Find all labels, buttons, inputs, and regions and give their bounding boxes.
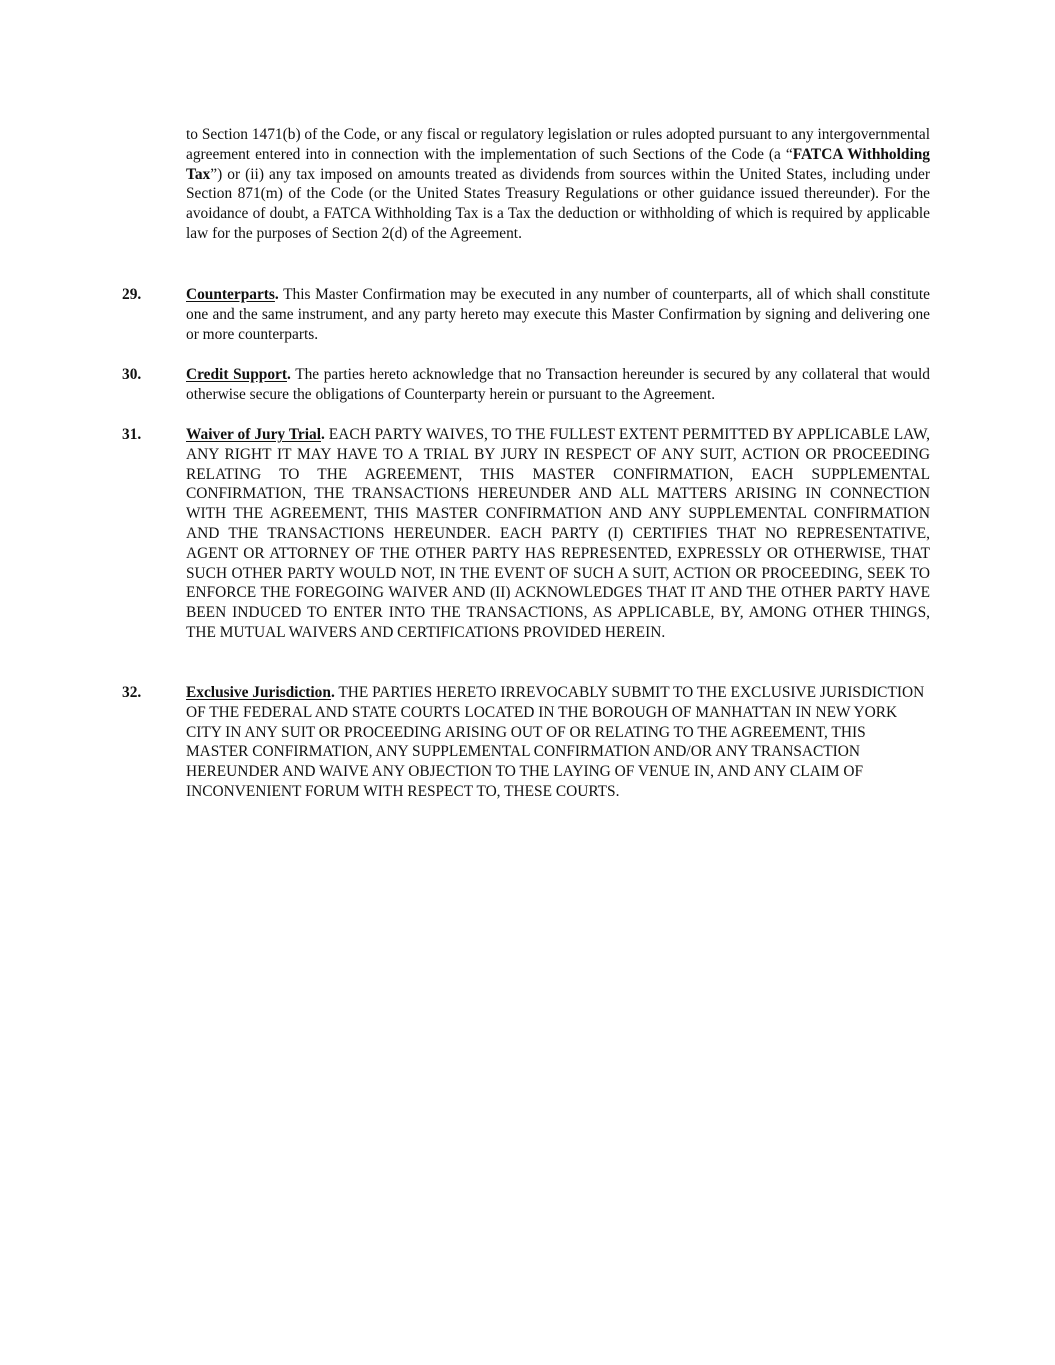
section-number: 30. bbox=[122, 366, 142, 383]
section-heading: Counterparts bbox=[186, 286, 275, 303]
continuation-text-end: ”) or (ii) any tax imposed on amounts treated as dividends from sources within the United States, including under Section 871(m) of the Code (or the United States Treasury Regulations or other guidance issued thereunder). For the avoidance of doubt, a FATCA Withholding Tax is a Tax the deduction or withholding of which is required by applicable law for the purposes of Section 2(d) of the Agreement. bbox=[186, 165, 930, 242]
section-29 bbox=[122, 285, 930, 344]
continuation-text-start: to Section 1471(b) of the Code, or any fiscal or regulatory legislation or rules adopted pursuant to any intergovernmental agreement entered into in connection with the implementation of such Sections of the Code (a “ bbox=[186, 126, 930, 163]
section-30 bbox=[122, 365, 930, 405]
section-number: 29. bbox=[122, 286, 142, 303]
section-heading: Waiver of Jury Trial bbox=[186, 426, 321, 443]
section-31 bbox=[122, 425, 930, 643]
section-text: The parties hereto acknowledge that no Transaction hereunder is secured by any collateral that would otherwise secure the obligations of Counterparty herein or pursuant to the Agreement. bbox=[186, 366, 930, 403]
heading-period: . bbox=[274, 286, 279, 303]
section-body bbox=[186, 365, 930, 405]
heading-period: . bbox=[330, 684, 335, 701]
section-text: THE PARTIES HERETO IRREVOCABLY SUBMIT TO THE EXCLUSIVE JURISDICTION OF THE FEDERAL AND STATE COURTS LOCATED IN THE BOROUGH OF MANHATTAN IN NEW YORK CITY IN ANY SUIT OR PROCEEDING ARISING OUT OF OR RELATING TO THE AGREEMENT, THIS MASTER CONFIRMATION, ANY SUPPLEMENTAL CONFIRMATION AND/OR ANY TRANSACTION HEREUNDER AND WAIVE ANY OBJECTION TO THE LAYING OF VENUE IN, AND ANY CLAIM OF INCONVENIENT FORUM WITH RESPECT TO, THESE COURTS. bbox=[186, 684, 925, 800]
section-heading: Exclusive Jurisdiction bbox=[186, 684, 331, 701]
section-text: EACH PARTY WAIVES, TO THE FULLEST EXTENT PERMITTED BY APPLICABLE LAW, ANY RIGHT IT MAY HAVE TO A TRIAL BY JURY IN RESPECT OF ANY SUIT, ACTION OR PROCEEDING RELATING TO THE AGREEMENT, THIS MASTER CONFIRMATION, EACH SUPPLEMENTAL CONFIRMATION, THE TRANSACTIONS HEREUNDER AND ALL MATTERS ARISING IN CONNECTION WITH THE AGREEMENT, THIS MASTER CONFIRMATION AND ANY SUPPLEMENTAL CONFIRMATION AND THE TRANSACTIONS HEREUNDER. EACH PARTY (I) CERTIFIES THAT NO REPRESENTATIVE, AGENT OR ATTORNEY OF THE OTHER PARTY HAS REPRESENTED, EXPRESSLY OR OTHERWISE, THAT SUCH OTHER PARTY WOULD NOT, IN THE EVENT OF SUCH A SUIT, ACTION OR PROCEEDING, SEEK TO ENFORCE THE FOREGOING WAIVER AND (II) ACKNOWLEDGES THAT IT AND THE OTHER PARTY HAVE BEEN INDUCED TO ENTER INTO THE TRANSACTIONS, AS APPLICABLE, BY, AMONG OTHER THINGS, THE MUTUAL WAIVERS AND CERTIFICATIONS PROVIDED HEREIN. bbox=[186, 426, 930, 641]
continuation-paragraph bbox=[186, 125, 930, 244]
section-text: This Master Confirmation may be executed in any number of counterparts, all of which shall constitute one and the same instrument, and any party hereto may execute this Master Confirmation by signing and delivering one or more counterparts. bbox=[186, 286, 930, 343]
heading-period: . bbox=[320, 426, 325, 443]
section-32 bbox=[122, 683, 930, 802]
section-body bbox=[186, 683, 930, 802]
section-number: 32. bbox=[122, 684, 142, 701]
section-heading: Credit Support bbox=[186, 366, 287, 383]
defined-term-fatca: FATCA Withholding Tax bbox=[186, 145, 930, 183]
section-body bbox=[186, 285, 930, 344]
section-number: 31. bbox=[122, 426, 142, 443]
section-body bbox=[186, 425, 930, 643]
heading-period: . bbox=[286, 366, 291, 383]
